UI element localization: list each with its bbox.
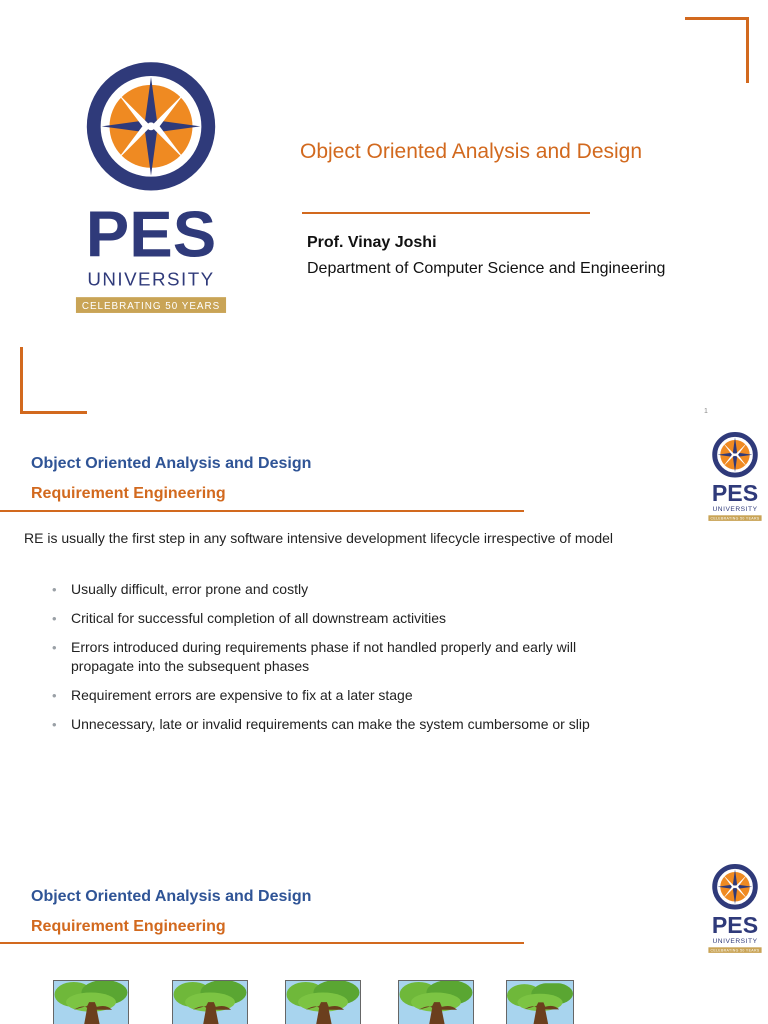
title-divider xyxy=(302,212,590,214)
list-item: • Requirement errors are expensive to fix at a later stage xyxy=(52,687,413,703)
list-item: • Usually difficult, error prone and costly xyxy=(52,581,309,597)
list-item: • Critical for successful completion of all downstream activities xyxy=(52,610,447,626)
corner-bracket-top-right xyxy=(685,17,749,83)
tree-image xyxy=(506,980,574,1024)
pes-university-logo xyxy=(72,62,230,319)
heading-divider xyxy=(0,510,524,512)
course-heading: Object Oriented Analysis and Design xyxy=(31,455,312,472)
title-slide xyxy=(0,0,768,420)
tree-image xyxy=(172,980,248,1024)
pes-university-logo-small xyxy=(707,432,763,523)
bullet-list xyxy=(52,580,642,744)
pes-university-logo-small xyxy=(707,864,763,955)
bullet-dot-icon: • xyxy=(52,717,57,732)
list-item: • Errors introduced during requirements phase if not handled properly and early will propagate into the subsequent phases xyxy=(52,639,577,674)
bullet-dot-icon: • xyxy=(52,640,57,655)
heading-divider xyxy=(0,942,524,944)
tree-image xyxy=(398,980,474,1024)
department-name: Department of Computer Science and Engineering xyxy=(307,260,666,277)
tree-image xyxy=(285,980,361,1024)
tree-image xyxy=(53,980,129,1024)
topic-heading: Requirement Engineering xyxy=(31,918,226,935)
course-heading: Object Oriented Analysis and Design xyxy=(31,888,312,905)
bullet-dot-icon: • xyxy=(52,688,57,703)
content-slide xyxy=(0,420,768,846)
list-item: • Unnecessary, late or invalid requirements can make the system cumbersome or slip xyxy=(52,716,590,732)
bullet-dot-icon: • xyxy=(52,582,57,597)
presentation-title: Object Oriented Analysis and Design xyxy=(300,140,643,163)
topic-heading: Requirement Engineering xyxy=(31,485,226,502)
intro-text: RE is usually the first step in any software intensive development lifecycle irrespective of model xyxy=(24,530,614,546)
corner-bracket-bottom-left xyxy=(20,347,87,414)
slide-number: 1 xyxy=(704,408,708,415)
content-slide-partial xyxy=(0,846,768,1024)
bullet-dot-icon: • xyxy=(52,611,57,626)
author-name: Prof. Vinay Joshi xyxy=(307,234,437,251)
